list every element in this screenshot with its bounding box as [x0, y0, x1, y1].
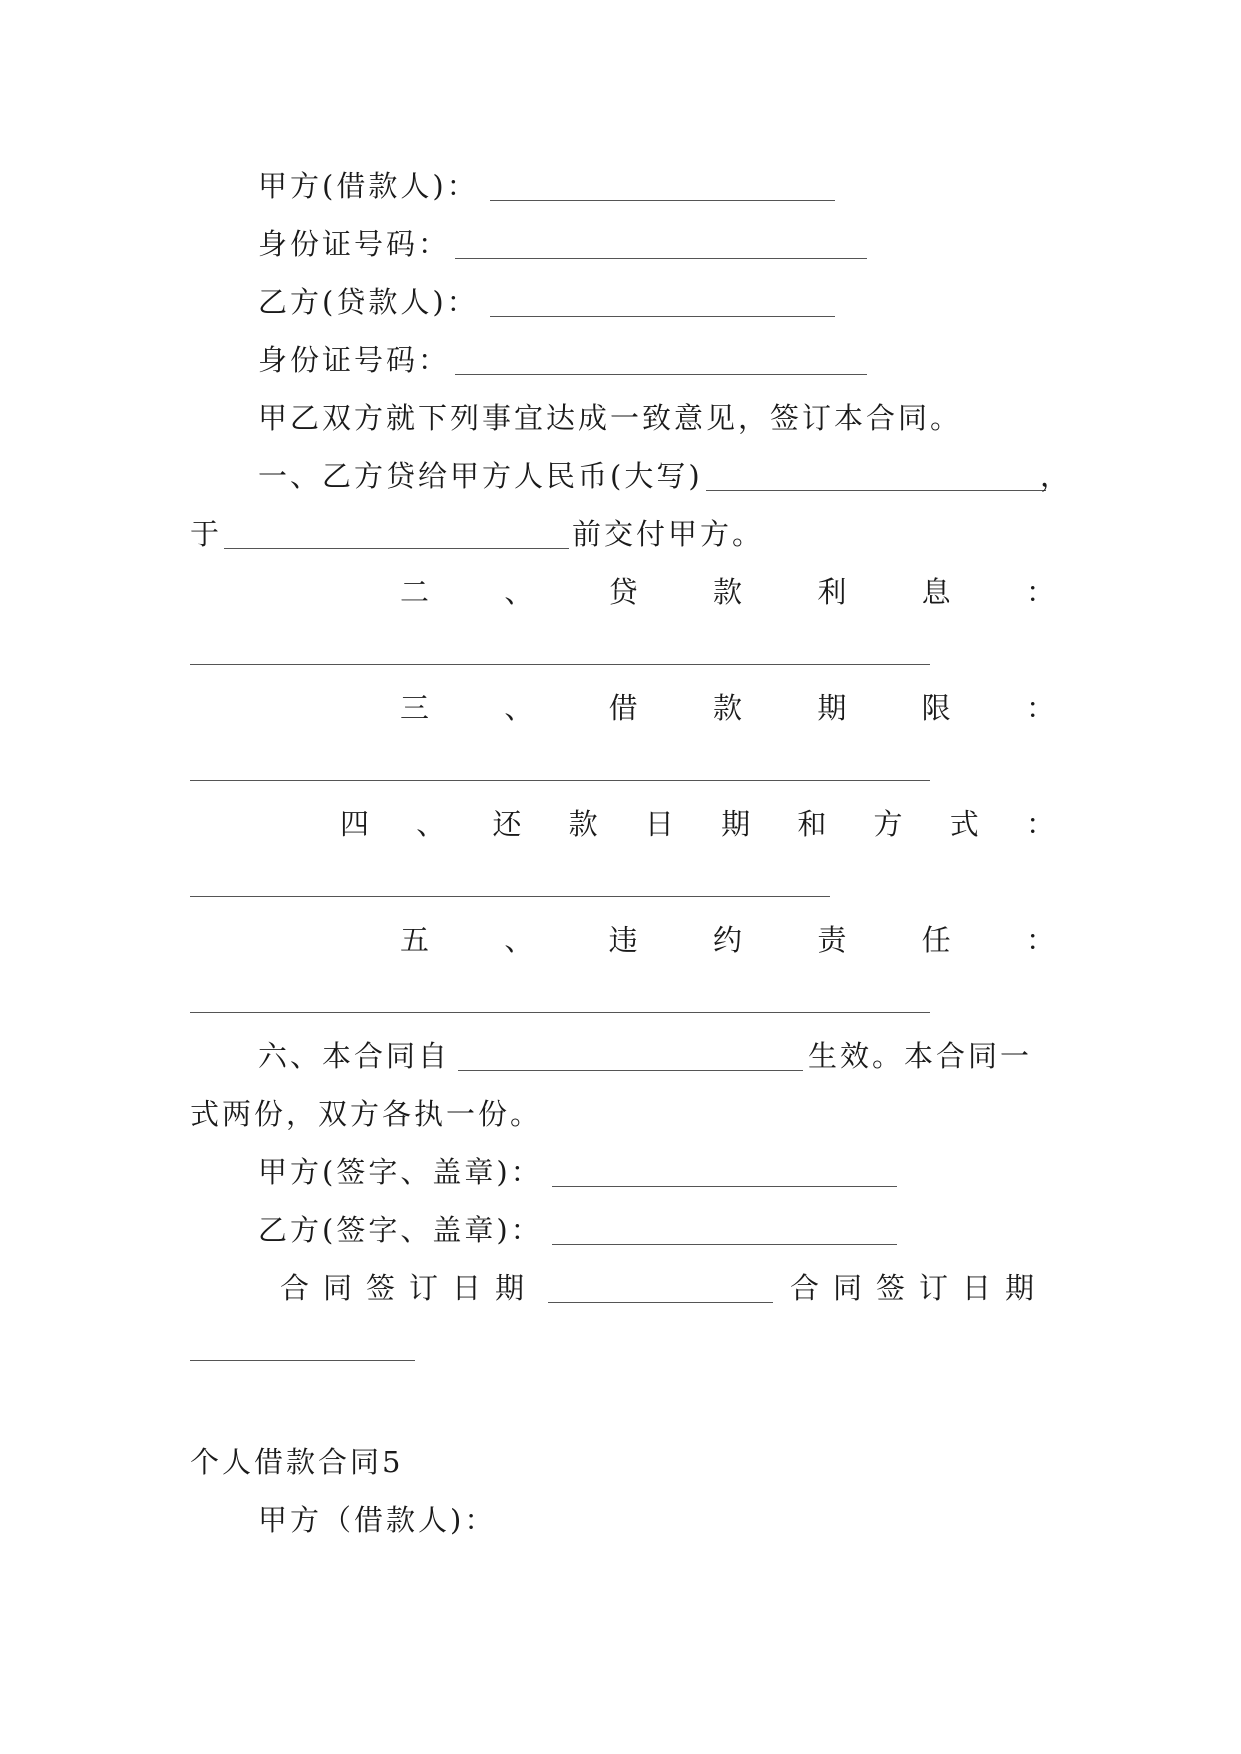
clause4-char: 、 — [416, 807, 449, 841]
clause2-char: 款 — [712, 575, 745, 609]
sign-b-blank — [552, 1244, 897, 1245]
clause4-char: 和 — [797, 807, 830, 841]
party-a-label: 甲方(借款人)： — [258, 169, 479, 203]
clause4-char: 四 — [340, 807, 373, 841]
id-a-label: 身份证号码： — [258, 227, 451, 261]
clause4-char: 款 — [568, 807, 601, 841]
clause4-char: 期 — [721, 807, 754, 841]
clause2-char: 利 — [817, 575, 850, 609]
clause5-char: 任 — [921, 923, 954, 957]
clause3-char: 借 — [608, 691, 641, 725]
sign-a-blank — [552, 1186, 897, 1187]
clause4-blank — [190, 896, 830, 897]
sign-b-label: 乙方(签字、盖章)： — [258, 1213, 543, 1247]
clause2-heading — [190, 572, 1058, 612]
clause6-prefix: 六、本合同自 — [258, 1039, 451, 1073]
date-blank-1 — [548, 1302, 773, 1303]
clause6-suffix: 生效。本合同一 — [808, 1039, 1033, 1073]
clause3-char: 限 — [921, 691, 954, 725]
date-label-2: 合同签订日期 — [790, 1271, 1049, 1305]
party-b-label: 乙方(贷款人)： — [258, 285, 479, 319]
clause3-heading — [190, 688, 1058, 728]
clause2-char: 、 — [504, 575, 537, 609]
clause2-char: ： — [1025, 575, 1058, 609]
clause4-char: 日 — [644, 807, 677, 841]
clause5-char: 约 — [712, 923, 745, 957]
clause4-char: ： — [1025, 807, 1058, 841]
clause1-line-b-prefix: 于 — [190, 517, 223, 551]
clause3-char: 期 — [817, 691, 850, 725]
clause1-line-a: 一、乙方贷给甲方人民币(大写) — [258, 459, 703, 493]
clause5-char: 违 — [608, 923, 641, 957]
clause5-char: ： — [1025, 923, 1058, 957]
date-label-1: 合同签订日期 — [280, 1271, 539, 1305]
clause2-char: 息 — [921, 575, 954, 609]
clause3-char: 、 — [504, 691, 537, 725]
clause6-line-b: 式两份，双方各执一份。 — [190, 1097, 543, 1131]
clause1-comma: ， — [1040, 459, 1073, 493]
clause2-char: 贷 — [608, 575, 641, 609]
clause1-line-b-suffix: 前交付甲方。 — [572, 517, 765, 551]
clause3-char: 三 — [400, 691, 433, 725]
date-blank-2 — [190, 1360, 415, 1361]
next-party-a-label: 甲方（借款人)： — [258, 1503, 497, 1537]
clause4-heading — [190, 804, 1058, 844]
id-b-label: 身份证号码： — [258, 343, 451, 377]
clause1-amount-blank — [706, 490, 1046, 491]
clause2-blank — [190, 664, 930, 665]
clause1-date-blank — [224, 548, 569, 549]
intro-text: 甲乙双方就下列事宜达成一致意见，签订本合同。 — [258, 401, 963, 435]
clause6-date-blank — [458, 1070, 803, 1071]
clause2-char: 二 — [400, 575, 433, 609]
clause3-blank — [190, 780, 930, 781]
clause3-char: 款 — [712, 691, 745, 725]
clause5-char: 五 — [400, 923, 433, 957]
sign-a-label: 甲方(签字、盖章)： — [258, 1155, 543, 1189]
next-contract-title: 个人借款合同5 — [190, 1445, 404, 1479]
clause5-blank — [190, 1012, 930, 1013]
party-b-blank — [490, 316, 835, 317]
id-b-blank — [455, 374, 867, 375]
clause4-char: 方 — [873, 807, 906, 841]
clause3-char: ： — [1025, 691, 1058, 725]
clause5-char: 责 — [817, 923, 850, 957]
clause4-char: 式 — [949, 807, 982, 841]
clause4-char: 还 — [492, 807, 525, 841]
clause5-char: 、 — [504, 923, 537, 957]
id-a-blank — [455, 258, 867, 259]
party-a-blank — [490, 200, 835, 201]
clause5-heading — [190, 920, 1058, 960]
